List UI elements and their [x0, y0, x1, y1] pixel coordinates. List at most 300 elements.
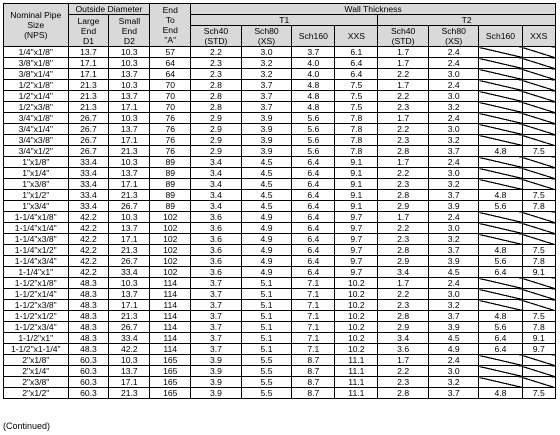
- value-cell: 7.1: [292, 333, 335, 344]
- value-cell: 114: [150, 289, 191, 300]
- value-cell: 6.4: [335, 69, 378, 80]
- value-cell: 4.0: [292, 58, 335, 69]
- schedule-header-line: Sch40: [203, 26, 229, 36]
- schedule-header: [335, 26, 378, 47]
- value-cell: 8.7: [292, 355, 335, 366]
- value-cell: 6.4: [292, 168, 335, 179]
- value-cell: 21.3: [109, 245, 150, 256]
- table-row: [4, 344, 556, 355]
- value-cell: 3.2: [428, 234, 479, 245]
- not-applicable-cell: [479, 355, 522, 366]
- value-cell: 10.3: [109, 47, 150, 58]
- value-cell: 1.7: [378, 212, 429, 223]
- value-cell: 33.4: [68, 179, 109, 190]
- value-cell: 2.2: [378, 69, 429, 80]
- schedule-header-line: (XS): [257, 36, 276, 46]
- not-applicable-cell: [479, 300, 522, 311]
- table-row: [4, 69, 556, 80]
- value-cell: 4.9: [241, 234, 292, 245]
- value-cell: 2.3: [378, 135, 429, 146]
- value-cell: 2.9: [378, 322, 429, 333]
- not-applicable-cell: [479, 157, 522, 168]
- table-row: [4, 300, 556, 311]
- value-cell: 7.5: [335, 91, 378, 102]
- value-cell: 26.7: [68, 146, 109, 157]
- value-cell: 7.5: [522, 245, 555, 256]
- value-cell: 6.4: [479, 267, 522, 278]
- value-cell: 2.8: [191, 80, 242, 91]
- table-row: [4, 245, 556, 256]
- end-to-end-header: [150, 4, 191, 47]
- value-cell: 1.7: [378, 278, 429, 289]
- value-cell: 2.3: [378, 102, 429, 113]
- not-applicable-cell: [522, 179, 555, 190]
- value-cell: 9.1: [522, 333, 555, 344]
- nps-cell: 1-1/4"x1/4": [4, 223, 69, 234]
- value-cell: 26.7: [109, 201, 150, 212]
- value-cell: 3.7: [428, 311, 479, 322]
- schedule-header: [191, 26, 242, 47]
- value-cell: 2.8: [378, 245, 429, 256]
- value-cell: 2.8: [191, 102, 242, 113]
- value-cell: 5.1: [241, 322, 292, 333]
- value-cell: 2.2: [378, 124, 429, 135]
- schedule-header-line: (STD): [204, 36, 228, 46]
- value-cell: 3.9: [428, 256, 479, 267]
- value-cell: 4.5: [428, 333, 479, 344]
- value-cell: 102: [150, 256, 191, 267]
- value-cell: 4.8: [479, 311, 522, 322]
- value-cell: 102: [150, 245, 191, 256]
- value-cell: 3.0: [428, 91, 479, 102]
- value-cell: 7.1: [292, 344, 335, 355]
- value-cell: 42.2: [68, 223, 109, 234]
- value-cell: 4.9: [241, 267, 292, 278]
- value-cell: 10.3: [109, 157, 150, 168]
- value-cell: 89: [150, 201, 191, 212]
- value-cell: 21.3: [68, 80, 109, 91]
- value-cell: 17.1: [109, 179, 150, 190]
- value-cell: 5.6: [292, 146, 335, 157]
- value-cell: 3.0: [428, 168, 479, 179]
- value-cell: 3.7: [191, 333, 242, 344]
- value-cell: 3.7: [191, 300, 242, 311]
- value-cell: 7.5: [335, 102, 378, 113]
- value-cell: 17.1: [109, 377, 150, 388]
- value-cell: 3.9: [191, 366, 242, 377]
- value-cell: 11.1: [335, 366, 378, 377]
- value-cell: 10.2: [335, 333, 378, 344]
- value-cell: 42.2: [68, 212, 109, 223]
- value-cell: 6.4: [292, 256, 335, 267]
- schedule-header: [378, 26, 429, 47]
- value-cell: 3.7: [191, 311, 242, 322]
- value-cell: 60.3: [68, 355, 109, 366]
- value-cell: 5.6: [479, 322, 522, 333]
- value-cell: 9.7: [335, 256, 378, 267]
- table-header: [4, 4, 556, 47]
- not-applicable-cell: [479, 113, 522, 124]
- value-cell: 3.7: [191, 278, 242, 289]
- value-cell: 10.2: [335, 300, 378, 311]
- value-cell: 10.2: [335, 278, 378, 289]
- value-cell: 57: [150, 47, 191, 58]
- table-row: [4, 377, 556, 388]
- value-cell: 7.8: [335, 124, 378, 135]
- value-cell: 42.2: [68, 234, 109, 245]
- schedule-header-line: XXS: [530, 31, 548, 41]
- value-cell: 3.9: [241, 146, 292, 157]
- value-cell: 6.4: [292, 157, 335, 168]
- value-cell: 17.1: [68, 69, 109, 80]
- end-to-end-header-line: End: [162, 25, 178, 35]
- nps-cell: 2"x1/4": [4, 366, 69, 377]
- nps-cell: 1"x3/8": [4, 179, 69, 190]
- value-cell: 7.5: [522, 311, 555, 322]
- value-cell: 3.6: [191, 212, 242, 223]
- value-cell: 89: [150, 157, 191, 168]
- value-cell: 3.6: [378, 344, 429, 355]
- value-cell: 5.1: [241, 300, 292, 311]
- not-applicable-cell: [522, 366, 555, 377]
- table-row: [4, 135, 556, 146]
- nps-cell: 2"x1/8": [4, 355, 69, 366]
- value-cell: 3.2: [428, 300, 479, 311]
- value-cell: 42.2: [68, 267, 109, 278]
- nps-cell: 1-1/2"x1-1/4": [4, 344, 69, 355]
- value-cell: 8.7: [292, 388, 335, 399]
- value-cell: 4.8: [292, 80, 335, 91]
- value-cell: 4.9: [241, 256, 292, 267]
- value-cell: 7.5: [335, 80, 378, 91]
- value-cell: 6.4: [479, 333, 522, 344]
- not-applicable-cell: [522, 289, 555, 300]
- value-cell: 2.3: [378, 377, 429, 388]
- value-cell: 3.0: [428, 366, 479, 377]
- value-cell: 102: [150, 223, 191, 234]
- table-row: [4, 366, 556, 377]
- not-applicable-cell: [522, 58, 555, 69]
- value-cell: 3.2: [428, 377, 479, 388]
- value-cell: 2.2: [378, 223, 429, 234]
- schedule-header-line: Sch80: [254, 26, 279, 36]
- value-cell: 114: [150, 311, 191, 322]
- value-cell: 2.4: [428, 113, 479, 124]
- table-body: [4, 47, 556, 399]
- value-cell: 3.7: [191, 322, 242, 333]
- not-applicable-cell: [522, 157, 555, 168]
- value-cell: 48.3: [68, 278, 109, 289]
- value-cell: 13.7: [109, 366, 150, 377]
- nps-cell: 1"x1/8": [4, 157, 69, 168]
- value-cell: 10.2: [335, 289, 378, 300]
- value-cell: 3.7: [191, 289, 242, 300]
- nps-cell: 1-1/2"x3/8": [4, 300, 69, 311]
- value-cell: 6.4: [292, 190, 335, 201]
- nps-cell: 1/4"x1/8": [4, 47, 69, 58]
- value-cell: 17.1: [68, 58, 109, 69]
- value-cell: 89: [150, 179, 191, 190]
- value-cell: 2.8: [378, 190, 429, 201]
- value-cell: 10.3: [109, 212, 150, 223]
- value-cell: 2.9: [378, 256, 429, 267]
- value-cell: 3.2: [241, 58, 292, 69]
- table-row: [4, 267, 556, 278]
- value-cell: 5.6: [479, 256, 522, 267]
- end-to-end-header-line: To: [165, 15, 175, 25]
- value-cell: 1.7: [378, 58, 429, 69]
- value-cell: 2.4: [428, 278, 479, 289]
- schedule-header-line: Sch160: [485, 31, 516, 41]
- value-cell: 3.7: [428, 190, 479, 201]
- value-cell: 8.7: [292, 377, 335, 388]
- value-cell: 13.7: [109, 289, 150, 300]
- value-cell: 4.9: [241, 223, 292, 234]
- value-cell: 102: [150, 234, 191, 245]
- not-applicable-cell: [479, 80, 522, 91]
- value-cell: 3.7: [241, 102, 292, 113]
- value-cell: 3.6: [191, 256, 242, 267]
- table-row: [4, 157, 556, 168]
- value-cell: 10.3: [109, 58, 150, 69]
- not-applicable-cell: [522, 278, 555, 289]
- end-to-end-header-line: End: [162, 5, 178, 15]
- value-cell: 9.1: [335, 157, 378, 168]
- table-row: [4, 190, 556, 201]
- value-cell: 3.9: [191, 388, 242, 399]
- value-cell: 11.1: [335, 377, 378, 388]
- value-cell: 48.3: [68, 289, 109, 300]
- value-cell: 21.3: [68, 102, 109, 113]
- not-applicable-cell: [479, 124, 522, 135]
- small-end-header: [109, 15, 150, 47]
- table-row: [4, 168, 556, 179]
- table-row: [4, 179, 556, 190]
- value-cell: 5.1: [241, 344, 292, 355]
- value-cell: 10.2: [335, 344, 378, 355]
- small-end-header-line: End: [121, 25, 137, 36]
- nps-cell: 1-1/2"x3/4": [4, 322, 69, 333]
- value-cell: 33.4: [68, 190, 109, 201]
- value-cell: 9.1: [335, 168, 378, 179]
- value-cell: 3.7: [292, 47, 335, 58]
- value-cell: 6.4: [479, 344, 522, 355]
- value-cell: 114: [150, 333, 191, 344]
- value-cell: 70: [150, 102, 191, 113]
- value-cell: 2.4: [428, 58, 479, 69]
- value-cell: 70: [150, 80, 191, 91]
- value-cell: 7.1: [292, 278, 335, 289]
- value-cell: 5.6: [292, 124, 335, 135]
- value-cell: 4.5: [241, 157, 292, 168]
- value-cell: 17.1: [109, 135, 150, 146]
- value-cell: 9.1: [335, 201, 378, 212]
- value-cell: 13.7: [68, 47, 109, 58]
- value-cell: 5.5: [241, 366, 292, 377]
- large-end-header-line: D1: [82, 35, 94, 46]
- value-cell: 13.7: [109, 91, 150, 102]
- value-cell: 2.4: [428, 212, 479, 223]
- value-cell: 4.5: [241, 179, 292, 190]
- not-applicable-cell: [522, 91, 555, 102]
- schedule-header: [522, 26, 555, 47]
- value-cell: 165: [150, 366, 191, 377]
- value-cell: 3.7: [241, 91, 292, 102]
- value-cell: 5.6: [292, 113, 335, 124]
- value-cell: 64: [150, 58, 191, 69]
- value-cell: 4.9: [241, 212, 292, 223]
- value-cell: 114: [150, 278, 191, 289]
- outside-diameter-header: Outside Diameter: [68, 4, 150, 15]
- nps-cell: 1-1/2"x1/8": [4, 278, 69, 289]
- small-end-header-line: D2: [123, 35, 135, 46]
- value-cell: 3.7: [191, 344, 242, 355]
- table-row: [4, 124, 556, 135]
- value-cell: 33.4: [68, 157, 109, 168]
- value-cell: 2.3: [191, 58, 242, 69]
- value-cell: 1.7: [378, 113, 429, 124]
- value-cell: 26.7: [68, 113, 109, 124]
- pipe-reducer-spec-table-wrapper: [3, 3, 556, 399]
- value-cell: 3.0: [428, 69, 479, 80]
- value-cell: 7.1: [292, 300, 335, 311]
- value-cell: 26.7: [68, 124, 109, 135]
- not-applicable-cell: [479, 278, 522, 289]
- large-end-header-line: Large: [77, 15, 100, 26]
- value-cell: 76: [150, 146, 191, 157]
- value-cell: 2.2: [378, 289, 429, 300]
- value-cell: 33.4: [109, 333, 150, 344]
- value-cell: 2.4: [428, 157, 479, 168]
- value-cell: 5.6: [479, 201, 522, 212]
- nps-cell: 1-1/4"x1/8": [4, 212, 69, 223]
- value-cell: 2.2: [378, 366, 429, 377]
- value-cell: 10.2: [335, 322, 378, 333]
- schedule-header-line: Sch160: [298, 31, 328, 41]
- value-cell: 21.3: [109, 388, 150, 399]
- value-cell: 6.4: [292, 267, 335, 278]
- table-row: [4, 201, 556, 212]
- table-row: [4, 388, 556, 399]
- value-cell: 60.3: [68, 366, 109, 377]
- value-cell: 2.3: [191, 69, 242, 80]
- value-cell: 3.2: [428, 179, 479, 190]
- table-row: [4, 278, 556, 289]
- value-cell: 4.9: [428, 344, 479, 355]
- value-cell: 21.3: [109, 311, 150, 322]
- value-cell: 3.2: [428, 135, 479, 146]
- value-cell: 3.9: [191, 355, 242, 366]
- value-cell: 10.3: [109, 113, 150, 124]
- value-cell: 102: [150, 267, 191, 278]
- nps-cell: 3/4"x1/8": [4, 113, 69, 124]
- value-cell: 76: [150, 135, 191, 146]
- value-cell: 4.8: [479, 245, 522, 256]
- value-cell: 3.6: [191, 245, 242, 256]
- value-cell: 7.1: [292, 322, 335, 333]
- value-cell: 3.7: [428, 245, 479, 256]
- value-cell: 3.6: [191, 223, 242, 234]
- value-cell: 7.5: [522, 146, 555, 157]
- value-cell: 5.6: [292, 135, 335, 146]
- value-cell: 7.5: [522, 190, 555, 201]
- value-cell: 3.7: [428, 388, 479, 399]
- not-applicable-cell: [479, 135, 522, 146]
- value-cell: 3.4: [191, 190, 242, 201]
- value-cell: 114: [150, 300, 191, 311]
- value-cell: 7.5: [522, 388, 555, 399]
- value-cell: 6.4: [292, 179, 335, 190]
- not-applicable-cell: [479, 168, 522, 179]
- value-cell: 3.4: [191, 201, 242, 212]
- table-row: [4, 212, 556, 223]
- value-cell: 17.1: [109, 234, 150, 245]
- schedule-header-line: Sch80: [441, 26, 466, 36]
- value-cell: 4.5: [241, 201, 292, 212]
- value-cell: 6.4: [292, 245, 335, 256]
- not-applicable-cell: [522, 113, 555, 124]
- value-cell: 7.8: [522, 256, 555, 267]
- value-cell: 2.8: [378, 311, 429, 322]
- value-cell: 48.3: [68, 333, 109, 344]
- value-cell: 9.7: [335, 245, 378, 256]
- not-applicable-cell: [522, 124, 555, 135]
- value-cell: 4.8: [292, 102, 335, 113]
- value-cell: 114: [150, 322, 191, 333]
- value-cell: 7.8: [522, 201, 555, 212]
- value-cell: 33.4: [109, 267, 150, 278]
- table-row: [4, 256, 556, 267]
- value-cell: 42.2: [68, 256, 109, 267]
- table-row: [4, 91, 556, 102]
- value-cell: 7.1: [292, 289, 335, 300]
- value-cell: 3.4: [191, 179, 242, 190]
- small-end-header-line: Small: [118, 15, 141, 26]
- value-cell: 33.4: [68, 201, 109, 212]
- value-cell: 2.9: [378, 201, 429, 212]
- value-cell: 102: [150, 212, 191, 223]
- not-applicable-cell: [522, 300, 555, 311]
- value-cell: 10.3: [109, 355, 150, 366]
- table-row: [4, 113, 556, 124]
- value-cell: 165: [150, 355, 191, 366]
- schedule-header: [479, 26, 522, 47]
- not-applicable-cell: [522, 234, 555, 245]
- schedule-header: [428, 26, 479, 47]
- not-applicable-cell: [522, 80, 555, 91]
- not-applicable-cell: [522, 168, 555, 179]
- value-cell: 2.3: [378, 300, 429, 311]
- value-cell: 11.1: [335, 355, 378, 366]
- not-applicable-cell: [522, 69, 555, 80]
- value-cell: 2.8: [378, 388, 429, 399]
- value-cell: 13.7: [109, 223, 150, 234]
- value-cell: 33.4: [68, 168, 109, 179]
- value-cell: 4.0: [292, 69, 335, 80]
- not-applicable-cell: [522, 223, 555, 234]
- nps-cell: 3/4"x1/2": [4, 146, 69, 157]
- value-cell: 21.3: [68, 91, 109, 102]
- nps-cell: 1-1/4"x1/2": [4, 245, 69, 256]
- large-end-header-line: End: [80, 25, 97, 36]
- value-cell: 3.9: [241, 113, 292, 124]
- value-cell: 76: [150, 124, 191, 135]
- value-cell: 3.9: [428, 322, 479, 333]
- value-cell: 9.1: [335, 190, 378, 201]
- value-cell: 48.3: [68, 300, 109, 311]
- not-applicable-cell: [479, 91, 522, 102]
- value-cell: 1.7: [378, 355, 429, 366]
